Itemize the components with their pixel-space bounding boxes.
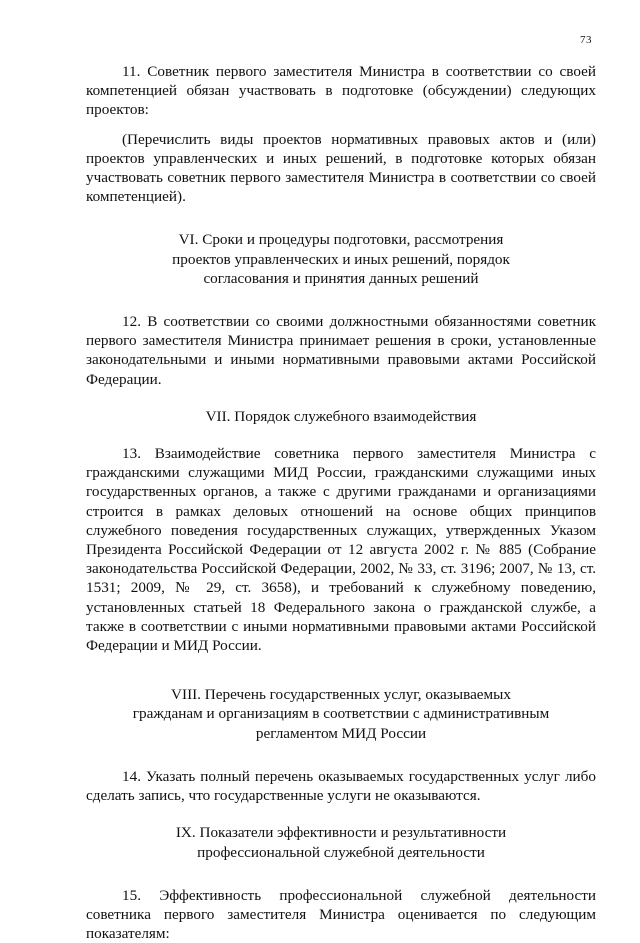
- section-7-heading: [86, 407, 596, 426]
- paragraph-12: 12. В соответствии со своими должностными обязанностями советник первого заместителя Министра принимает решения в сроки, установленные законодательными и иными нормативными правовыми актами Российской Федерации.: [86, 313, 596, 388]
- section-9-heading: [86, 823, 596, 861]
- section-8-heading: [86, 685, 596, 743]
- section-9-heading-line: профессиональной служебной деятельности: [197, 843, 485, 861]
- section-6-heading: [86, 230, 596, 288]
- section-6-heading-line: проектов управленческих и иных решений, порядок: [172, 250, 510, 268]
- paragraph-15: 15. Эффективность профессиональной служебной деятельности советника первого заместителя Министра оценивается по следующим показателям:: [86, 886, 596, 943]
- paragraph-11: 11. Советник первого заместителя Министра в соответствии со своей компетенцией обязан участвовать в подготовке (обсуждении) следующих проектов:: [86, 63, 596, 119]
- section-7-heading-line: VII. Порядок служебного взаимодействия: [205, 407, 477, 425]
- section-9-heading-line: IX. Показатели эффективности и результативности: [175, 824, 507, 842]
- section-6-heading-line: VI. Сроки и процедуры подготовки, рассмотрения: [178, 231, 504, 249]
- section-6-heading-line: согласования и принятия данных решений: [203, 269, 479, 287]
- section-8-heading-line: регламентом МИД России: [255, 724, 427, 742]
- paragraph-14: 14. Указать полный перечень оказываемых государственных услуг либо сделать запись, что государственные услуги не оказываются.: [86, 767, 596, 805]
- paragraph-11-note: (Перечислить виды проектов нормативных правовых актов и (или) проектов управленческих и иных решений, в подготовке которых обязан участвовать советник первого заместителя Министра в соответствии со своей компетенцией).: [86, 130, 596, 206]
- section-8-heading-line: VIII. Перечень государственных услуг, оказываемых: [171, 686, 511, 704]
- document-body: [86, 62, 596, 943]
- section-8-heading-line: гражданам и организациям в соответствии с административным: [132, 705, 550, 723]
- paragraph-13: 13. Взаимодействие советника первого заместителя Министра с гражданскими служащими МИД России, гражданскими служащими иных государственных органов, а также с другими гражданами и организациями строится в рамках деловых отношений на основе общих принципов служебного поведения государственных служащих, утвержденных Указом Президента Российской Федерации от 12 августа 2002 г. № 885 (Собрание законодательства Российской Федерации, 2002, № 33, ст. 3196; 2007, № 13, ст. 1531; 2009, № 29, ст. 3658), и требований к служебному поведению, установленных статьей 18 Федерального закона о гражданской службе, а также в соответствии с иными нормативными правовыми актами Российской Федерации и МИД России.: [86, 445, 596, 655]
- page-number: 73: [580, 34, 592, 46]
